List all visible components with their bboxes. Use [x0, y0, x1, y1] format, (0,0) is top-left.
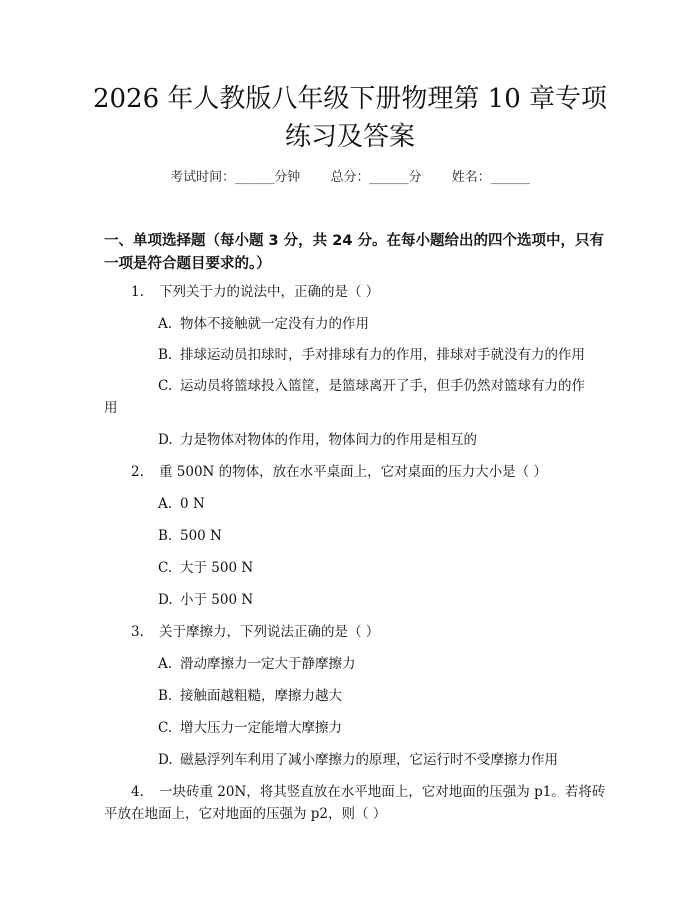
option-text: 0 N: [180, 496, 205, 512]
question-number: 1.: [131, 284, 144, 300]
exam-meta: [0, 166, 700, 185]
document-title: [60, 80, 640, 156]
option-3a: [158, 653, 356, 675]
question-stem: 关于摩擦力，下列说法正确的是（ ）: [159, 624, 380, 640]
question-number: 4.: [131, 784, 144, 800]
title-line-1: 2026 年人教版八年级下册物理第 10 章专项: [92, 84, 608, 114]
title-line-2: 练习及答案: [284, 122, 415, 152]
option-letter: C.: [158, 560, 173, 576]
option-2d: [158, 589, 253, 611]
option-letter: C.: [158, 378, 173, 394]
time-blank: ______: [235, 170, 275, 185]
option-1c-wrap: 用: [104, 400, 118, 416]
score-blank: ______: [369, 170, 409, 185]
question-2: [131, 461, 547, 483]
option-letter: C.: [158, 720, 173, 736]
option-letter: D.: [158, 752, 173, 768]
option-letter: B.: [158, 528, 173, 544]
option-letter: D.: [158, 592, 173, 608]
question-4: [131, 781, 605, 803]
time-unit: 分钟: [274, 170, 301, 185]
option-text: 磁悬浮列车利用了减小摩擦力的原理，它运行时不受摩擦力作用: [180, 752, 558, 768]
question-3: [131, 621, 379, 643]
option-1a: [158, 313, 369, 335]
option-letter: B.: [158, 347, 173, 363]
option-1d: [158, 429, 477, 451]
option-3d: [158, 749, 558, 771]
option-text: 大于 500 N: [180, 560, 254, 576]
option-text: 接触面越粗糙，摩擦力越大: [180, 688, 342, 704]
option-text: 滑动摩擦力一定大于静摩擦力: [180, 656, 356, 672]
option-letter: B.: [158, 688, 173, 704]
option-3c: [158, 717, 342, 739]
question-number: 2.: [131, 464, 144, 480]
option-letter: A.: [158, 496, 173, 512]
name-label: 姓名：: [451, 170, 491, 185]
option-text: 500 N: [180, 528, 222, 544]
name-blank: ______: [490, 170, 530, 185]
question-stem: 下列关于力的说法中，正确的是（ ）: [159, 284, 380, 300]
option-text: 增大压力一定能增大摩擦力: [180, 720, 342, 736]
option-2c: [158, 557, 253, 579]
option-text: 小于 500 N: [180, 592, 254, 608]
time-label: 考试时间：: [170, 170, 236, 185]
score-label: 总分：: [330, 170, 370, 185]
option-2a: [158, 493, 205, 515]
option-text: 力是物体对物体的作用，物体间力的作用是相互的: [180, 432, 477, 448]
option-letter: D.: [158, 432, 173, 448]
score-unit: 分: [408, 170, 422, 185]
question-stem-line-1: 一块砖重 20N，将其竖直放在水平地面上，它对地面的压强为 p1。若将砖: [159, 784, 606, 800]
question-number: 3.: [131, 624, 144, 640]
option-text: 运动员将篮球投入篮筐，是篮球离开了手，但手仍然对篮球有力的作: [180, 378, 585, 394]
option-text: 排球运动员扣球时，手对排球有力的作用，排球对手就没有力的作用: [180, 347, 585, 363]
question-4-stem-line-2: 平放在地面上，它对地面的压强为 p2，则（ ）: [104, 806, 387, 822]
question-stem: 重 500N 的物体，放在水平桌面上，它对桌面的压力大小是（ ）: [159, 464, 547, 480]
option-letter: A.: [158, 656, 173, 672]
question-1: [131, 281, 379, 303]
option-letter: A.: [158, 316, 173, 332]
option-text: 物体不接触就一定没有力的作用: [180, 316, 369, 332]
option-2b: [158, 525, 222, 547]
option-1c: [158, 375, 585, 397]
option-3b: [158, 685, 342, 707]
section-heading: 一、单项选择题（每小题 3 分，共 24 分。在每小题给出的四个选项中，只有一项是符合题目要求的。）: [104, 233, 604, 272]
option-1b: [158, 344, 585, 366]
